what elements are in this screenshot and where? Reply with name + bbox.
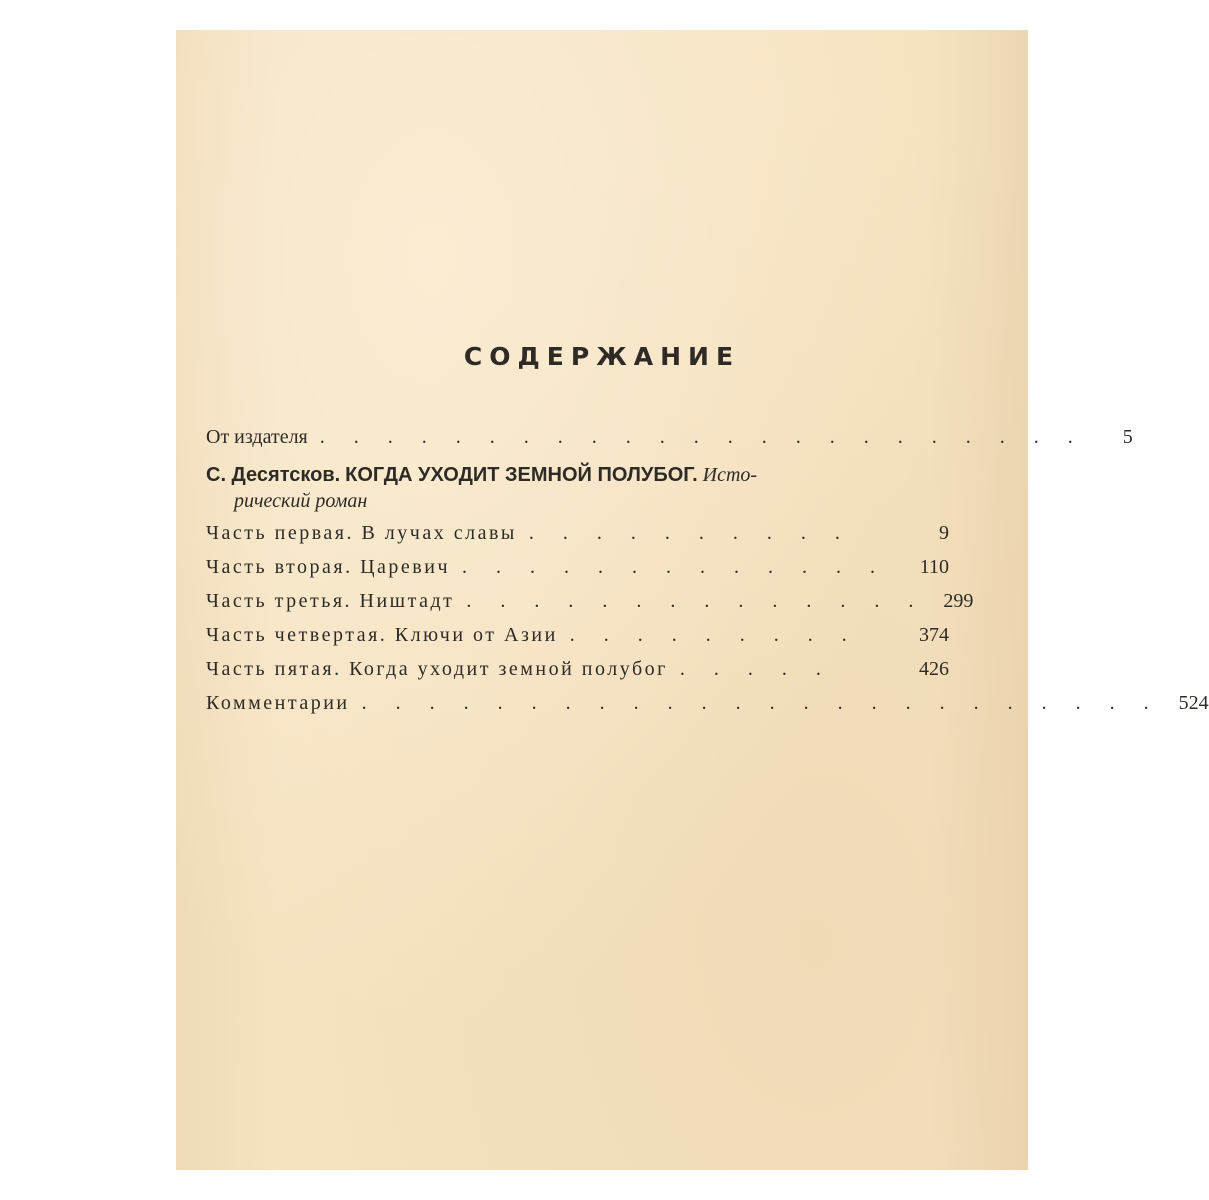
toc-leader-dots: . . . . . . . . . . . . . . . . . . . . . . .	[319, 426, 1085, 448]
author-name: С. Десятсков.	[206, 464, 341, 486]
toc-entry-label: Часть вторая. Царевич	[206, 556, 451, 578]
book-page	[176, 30, 1209, 1170]
toc-entry-label: Часть пятая. Когда уходит земной полубог	[206, 658, 668, 680]
table-of-contents	[206, 426, 1209, 726]
toc-leader-dots: . . . . . . . . . . . . . .	[466, 590, 926, 612]
toc-entry-label: Часть первая. В лучах славы	[206, 522, 517, 544]
author-heading	[206, 462, 949, 514]
work-genre-part2: рический роман	[234, 490, 368, 512]
toc-entry-page: 299	[943, 590, 974, 612]
toc-entry-part-5	[206, 658, 949, 692]
toc-entry-page: 5	[1122, 426, 1133, 448]
toc-entry-page: 524	[1178, 692, 1209, 714]
toc-entry-comments	[206, 692, 1209, 726]
page-title: СОДЕРЖАНИЕ	[463, 342, 741, 371]
toc-entry-publisher	[206, 426, 1133, 460]
work-genre-part1: Исто-	[702, 464, 758, 486]
toc-entry-part-3	[206, 590, 974, 624]
toc-entry-page: 374	[919, 624, 949, 646]
toc-entry-label: От издателя	[206, 426, 308, 448]
toc-leader-dots: . . . . . . . . .	[569, 624, 859, 646]
toc-leader-dots: . . . . . . . . . . . . .	[462, 556, 888, 578]
toc-entry-page: 426	[919, 658, 949, 680]
toc-leader-dots: . . . . .	[679, 658, 833, 680]
toc-leader-dots: . . . . . . . . . . . . . . . . . . . . . . . .	[361, 692, 1161, 714]
toc-entry-part-2	[206, 556, 949, 590]
toc-entry-page: 110	[919, 556, 949, 578]
toc-entry-part-4	[206, 624, 949, 658]
toc-entry-label: Часть четвертая. Ключи от Азии	[206, 624, 558, 646]
toc-entry-label: Комментарии	[206, 692, 350, 714]
work-title: КОГДА УХОДИТ ЗЕМНОЙ ПОЛУБОГ.	[345, 464, 698, 486]
toc-entry-page: 9	[939, 522, 949, 544]
toc-entry-label: Часть третья. Ништадт	[206, 590, 455, 612]
toc-leader-dots: . . . . . . . . . .	[528, 522, 852, 544]
toc-entry-part-1	[206, 522, 949, 556]
